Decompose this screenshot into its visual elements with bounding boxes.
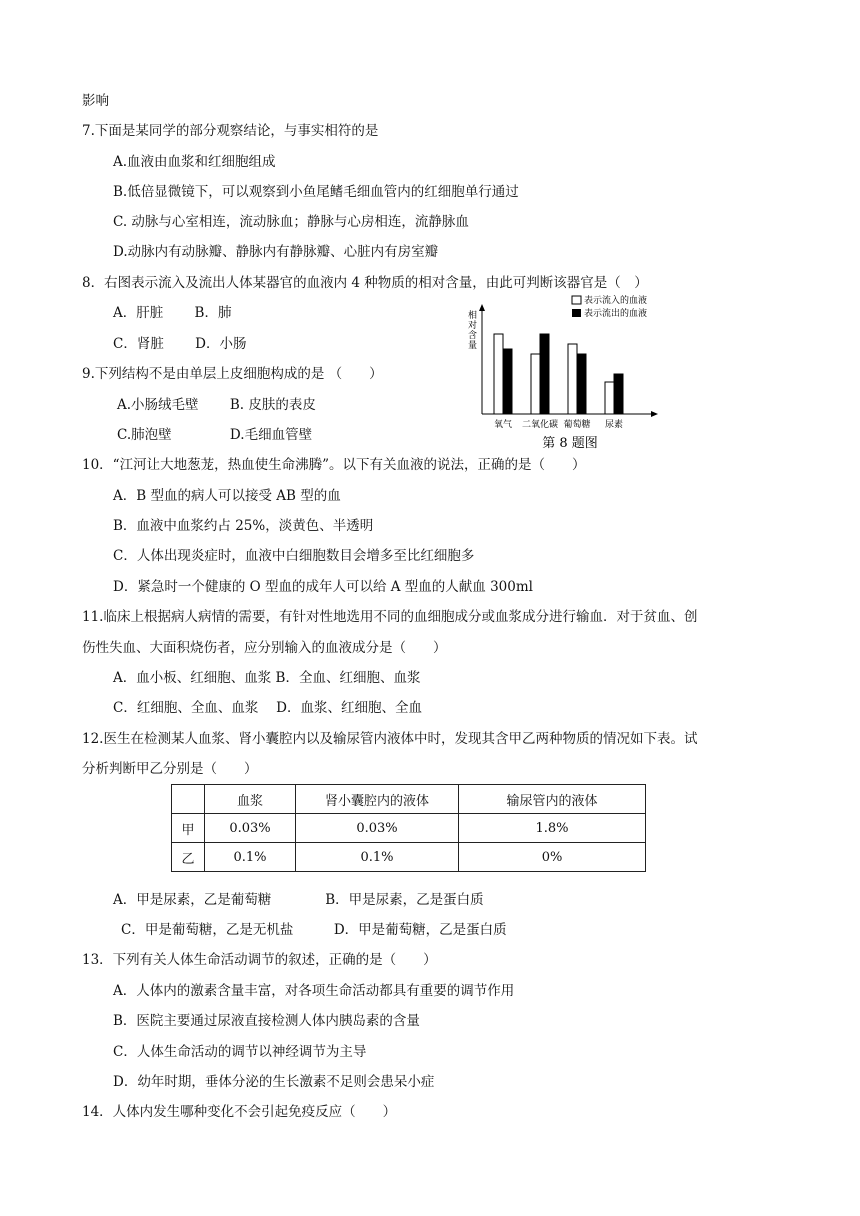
question-14: 14．人体内发生哪种变化不会引起免疫反应（ ） — [82, 1104, 397, 1120]
q9-options-cd: C.肺泡壁 D.毛细血管壁 — [117, 427, 313, 443]
table-header-cell: 肾小囊腔内的液体 — [296, 785, 459, 814]
q10-option-d: D．紧急时一个健康的 O 型血的成年人可以给 A 型血的人献血 300ml — [113, 579, 533, 595]
bar-in — [494, 334, 503, 414]
legend-out-label: 表示流出的血液 — [584, 309, 648, 319]
bar-out — [540, 334, 549, 414]
bar-in — [568, 344, 577, 414]
q11-options-cd: C．红细胞、全血、血浆 D．血浆、红细胞、全血 — [113, 700, 422, 716]
table-cell: 0.1% — [205, 843, 296, 872]
q7-option-b: B.低倍显微镜下，可以观察到小鱼尾鳍毛细血管内的红细胞单行通过 — [113, 184, 519, 200]
q7-option-c: C. 动脉与心室相连，流动脉血；静脉与心房相连，流静脉血 — [113, 214, 469, 230]
x-tick-label: 氧气 — [493, 420, 513, 430]
q13-option-d: D．幼年时期，垂体分泌的生长激素不足则会患呆小症 — [113, 1074, 435, 1090]
q12-options-ab: A．甲是尿素，乙是葡萄糖 B．甲是尿素，乙是蛋白质 — [113, 892, 484, 908]
table-cell: 0.03% — [296, 814, 459, 843]
q13-option-c: C．人体生命活动的调节以神经调节为主导 — [113, 1044, 367, 1060]
y-axis-label: 相对含量 — [468, 311, 478, 351]
q11-options-ab: A．血小板、红细胞、血浆 B．全血、红细胞、血浆 — [113, 670, 421, 686]
question-8: 8．右图表示流入及流出人体某器官的血液内 4 种物质的相对含量，由此可判断该器官是（ ） — [82, 275, 648, 291]
legend-swatch-in — [572, 296, 581, 304]
question-11: 11.临床上根据病人病情的需要，有针对性地选用不同的血细胞成分或血浆成分进行输血．对于贫血、创 — [82, 609, 698, 625]
table-cell: 1.8% — [459, 814, 646, 843]
y-axis-arrow — [479, 304, 485, 311]
table-cell: 0.1% — [296, 843, 459, 872]
data-table — [171, 784, 646, 872]
question-7: 7.下面是某同学的部分观察结论，与事实相符的是 — [82, 123, 379, 139]
question-11-cont: 伤性失血、大面积烧伤者，应分别输入的血液成分是（ ） — [82, 640, 447, 656]
q13-option-a: A．人体内的激素含量丰富，对各项生命活动都具有重要的调节作用 — [113, 983, 515, 999]
q8-options-cd: C．肾脏 D．小肠 — [113, 336, 247, 352]
q10-option-b: B．血液中血浆约占 25%，淡黄色、半透明 — [113, 518, 374, 534]
table-header-cell: 输尿管内的液体 — [459, 785, 646, 814]
x-tick-label: 二氧化碳 — [521, 420, 559, 430]
table-header-cell: 血浆 — [205, 785, 296, 814]
bar-out — [503, 349, 512, 414]
x-tick-label: 葡萄糖 — [563, 420, 591, 430]
q7-option-d: D.动脉内有动脉瓣、静脉内有静脉瓣、心脏内有房室瓣 — [113, 244, 439, 260]
table-row — [172, 814, 646, 843]
q12-options-cd: C．甲是葡萄糖，乙是无机盐 D．甲是葡萄糖，乙是蛋白质 — [121, 922, 507, 938]
q13-option-b: B．医院主要通过尿液直接检测人体内胰岛素的含量 — [113, 1013, 420, 1029]
x-axis-arrow — [651, 411, 658, 417]
figure-8 — [460, 290, 670, 460]
bar-out — [614, 374, 623, 414]
question-12-cont: 分析判断甲乙分别是（ ） — [82, 761, 258, 777]
table-cell — [172, 785, 205, 814]
question-9: 9.下列结构不是由单层上皮细胞构成的是 （ ） — [82, 366, 383, 382]
table-cell: 0% — [459, 843, 646, 872]
q8-options-ab: A．肝脏 B．肺 — [113, 305, 232, 321]
table-row — [172, 843, 646, 872]
table-cell: 甲 — [172, 814, 205, 843]
question-13: 13．下列有关人体生命活动调节的叙述，正确的是（ ） — [82, 952, 437, 968]
table-cell: 乙 — [172, 843, 205, 872]
x-tick-label: 尿素 — [604, 420, 624, 430]
legend-in-label: 表示流入的血液 — [584, 296, 648, 306]
q10-option-c: C．人体出现炎症时，血液中白细胞数目会增多至比红细胞多 — [113, 548, 475, 564]
table-cell: 0.03% — [205, 814, 296, 843]
bar-out — [577, 354, 586, 414]
bar-chart — [460, 290, 670, 460]
continued-text: 影响 — [82, 93, 109, 109]
figure-caption: 第 8 题图 — [542, 436, 598, 451]
legend-swatch-out — [572, 309, 581, 317]
bar-in — [605, 382, 614, 414]
q7-option-a: A.血液由血浆和红细胞组成 — [113, 154, 276, 170]
table-header-row — [172, 785, 646, 814]
q9-options-ab: A.小肠绒毛壁 B. 皮肤的表皮 — [117, 397, 316, 413]
bar-in — [531, 354, 540, 414]
q10-option-a: A．B 型血的病人可以接受 AB 型的血 — [113, 488, 341, 504]
question-10: 10．“江河让大地葱茏，热血使生命沸腾”。以下有关血液的说法，正确的是（ ） — [82, 457, 586, 473]
question-12: 12.医生在检测某人血浆、肾小囊腔内以及输尿管内液体中时，发现其含甲乙两种物质的情况如下表。试 — [82, 731, 698, 747]
